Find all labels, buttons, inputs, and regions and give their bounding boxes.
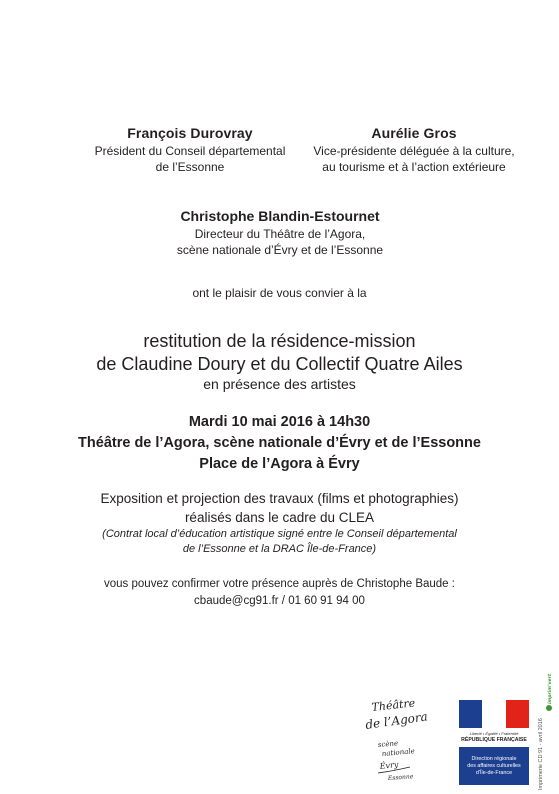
- rsvp-text: vous pouvez confirmer votre présence auprès de Christophe Baude :: [104, 578, 455, 590]
- theatre-logo-line: de l’Agora: [364, 709, 429, 732]
- theatre-logo-line: Théâtre: [370, 696, 416, 714]
- rsvp: [0, 576, 559, 610]
- expo-note: [0, 527, 559, 557]
- event-subtitle: en présence des artistes: [203, 376, 356, 392]
- host-blandin-estournet: [130, 207, 430, 258]
- host-title-line: de l’Essonne: [155, 160, 225, 174]
- republique-name: RÉPUBLIQUE FRANÇAISE: [461, 737, 527, 743]
- republique-motto: Liberté • Égalité • Fraternité: [469, 731, 519, 736]
- invite-text: ont le plaisir de vous convier à la: [192, 286, 367, 300]
- event-title-line: de Claudine Doury et du Collectif Quatre Ailes: [96, 354, 463, 374]
- host-title-line: Directeur du Théâtre de l’Agora,: [194, 227, 366, 241]
- imprimvert-label: imprim’vert: [548, 674, 553, 704]
- expo-note-line: de l’Essonne et la DRAC Île-de-France): [182, 543, 377, 555]
- host-title-line: scène nationale d’Évry et de l’Essonne: [176, 243, 384, 257]
- host-title-line: Vice-présidente déléguée à la culture,: [313, 144, 515, 158]
- republique-francaise-logo: [455, 700, 533, 786]
- host-name: Christophe Blandin-Estournet: [180, 208, 380, 224]
- drac-line: d’Île-de-France: [475, 769, 513, 776]
- expo-line: réalisés dans le cadre du CLEA: [184, 510, 375, 525]
- expo-description: [0, 489, 559, 527]
- event-title: [0, 330, 559, 376]
- theatre-logo-line: Évry: [379, 760, 399, 771]
- host-gros: [294, 124, 534, 175]
- flag-stripe-white: [482, 700, 505, 728]
- expo-line: Exposition et projection des travaux (films et photographies): [100, 491, 459, 506]
- theatre-logo-line: Essonne: [387, 773, 414, 782]
- flag-stripe-red: [506, 700, 529, 728]
- rsvp-contact[interactable]: cbaude@cg91.fr / 01 60 91 94 00: [194, 595, 365, 607]
- host-name: François Durovray: [127, 125, 253, 141]
- host-title-line: au tourisme et à l’action extérieure: [322, 160, 506, 174]
- event-title-line: restitution de la résidence-mission: [143, 331, 416, 351]
- drac-line: des affaires culturelles: [467, 762, 521, 769]
- theatre-agora-logo: [358, 695, 438, 785]
- print-note: Imprimerie CD 91 - avril 2016: [538, 718, 544, 790]
- drac-label: [459, 747, 529, 785]
- event-place: Place de l’Agora à Évry: [199, 456, 360, 472]
- theatre-logo-line: scène: [377, 739, 399, 749]
- theatre-logo-line: nationale: [381, 747, 416, 758]
- event-venue: Théâtre de l’Agora, scène nationale d’Évry et de l’Essonne: [78, 435, 481, 451]
- flag-stripe-blue: [459, 700, 482, 728]
- expo-note-line: (Contrat local d’éducation artistique signé entre le Conseil départemental: [102, 528, 457, 540]
- french-flag-icon: [459, 700, 529, 728]
- host-title-line: Président du Conseil départemental: [94, 144, 286, 158]
- host-name: Aurélie Gros: [371, 125, 457, 141]
- event-when: [0, 412, 559, 475]
- host-durovray: [70, 124, 310, 175]
- event-date: Mardi 10 mai 2016 à 14h30: [188, 414, 371, 430]
- drac-line: Direction régionale: [471, 755, 517, 762]
